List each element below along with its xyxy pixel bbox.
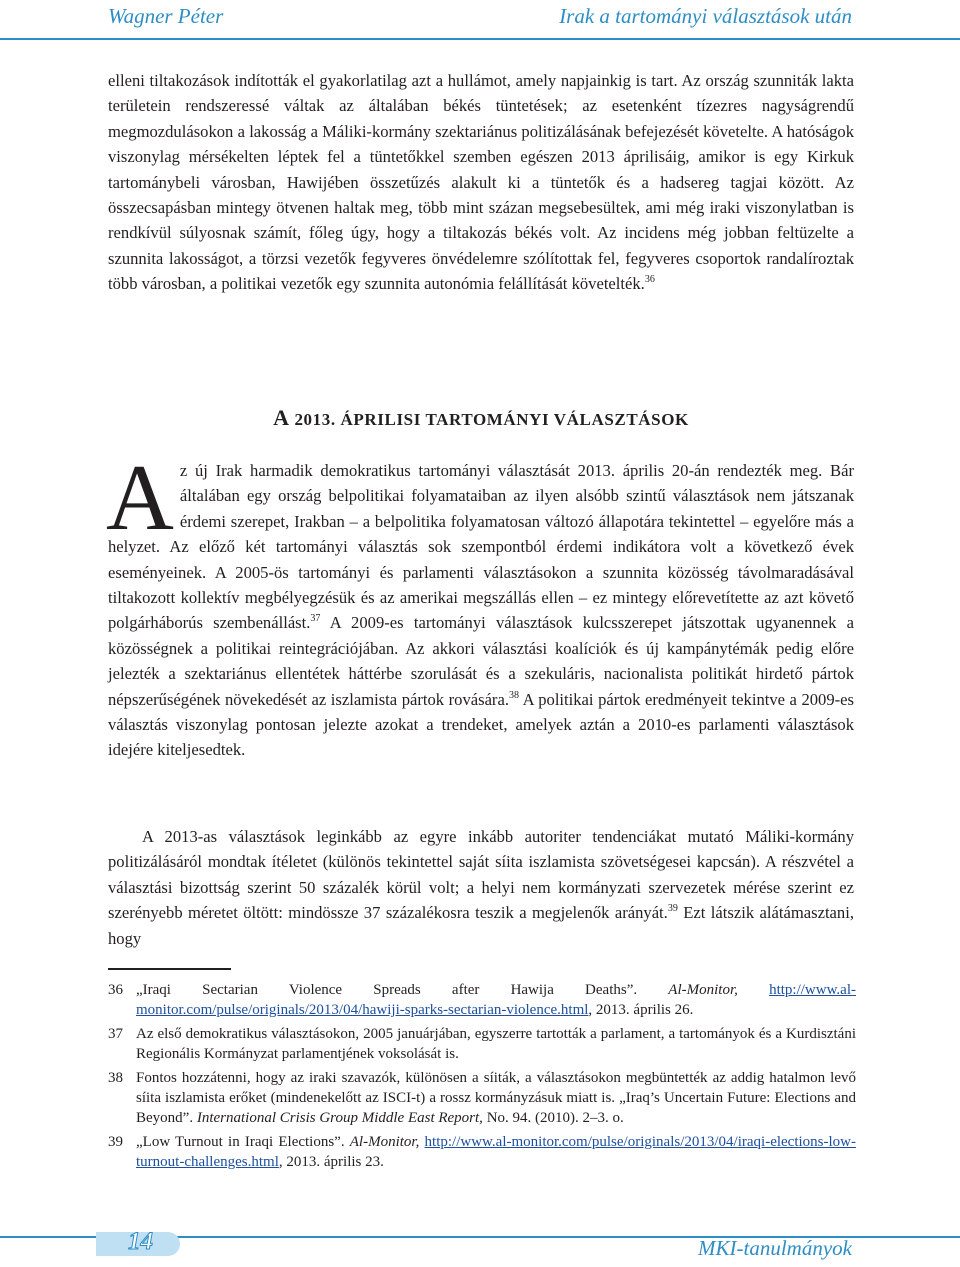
footnote-rule: [108, 968, 231, 970]
footnote-37: [108, 1024, 856, 1064]
footnotes: [108, 980, 856, 1176]
header-rule: [0, 38, 960, 40]
footnote-ref-37[interactable]: 37: [310, 613, 321, 625]
journal-name: MKI-tanulmányok: [698, 1236, 852, 1260]
page-number: 14: [128, 1228, 153, 1255]
footnote-text: „Low Turnout in Iraqi Elections”.: [136, 1134, 350, 1150]
footnote-source: Al-Monitor,: [668, 982, 738, 998]
section-heading-initial: A: [273, 405, 290, 430]
footnote-number: 36: [108, 982, 123, 998]
footnote-number: 37: [108, 1026, 123, 1042]
running-header: [0, 0, 960, 38]
footnote-link[interactable]: http://www.al-monitor.com/pulse/originals/2013/04/hawiji-sparks-sectarian-violence.html: [136, 982, 856, 1018]
paragraph-2-text-c: A politikai pártok eredményeit tekintve a 2009-es választás viszonylag pontosan jelezte azokat a trendeket, amelyek aztán a 2010-es parlamenti választások idejére kiteljesedtek.: [108, 689, 855, 760]
footnote-source: Al-Monitor,: [349, 1134, 420, 1150]
footnote-link[interactable]: http://www.al-monitor.com/pulse/originals/2013/04/iraqi-elections-low-turnout-challenges.html: [136, 1134, 857, 1170]
footnote-text: Az első demokratikus választásokon, 2005 januárjában, egyszerre tartották a parlament, a tartományok és a Kurdisztáni Regionális Kormányzat parlamentjének voksolását is.: [136, 1026, 856, 1062]
footnote-date: , 2013. április 26.: [588, 1002, 694, 1018]
paragraph-2-text-a: z új Irak harmadik demokratikus tartományi választását 2013. április 20-án rendezték meg. Bár általában egy ország belpolitikai folyamataiban az ilyen alsóbb szintű választások nem játszanak érdemi szerepet, Irakban – a belpolitika folyamatosan változó állapotára tekintettel – egyelőre más a helyzet. Az előző két tartományi választás sok szempontból érdemi indikátora volt a következő évek eseményeinek. A 2005-ös tartományi és parlamenti választásokon a szunnita közösség távolmaradásával tiltakozott kollektív megbélyegzésük és az amerikai megszállás ellen – ez mintegy előrevetítette az azt követő polgárháborús szembenállást.: [108, 461, 854, 633]
paragraph-2-text-b: A 2009-es tartományi választások kulcsszerepet játszottak ugyanennek a közösségnek a politikai reintegrációjában. Az akkori választási koalíciók és új kampánytémák pedig előre jelezték a szektariánus ellentétek háttérbe szorulását és a szekuláris, nacionalista politikát hirdető pártok népszerűségének növekedését az iszlamista pártok rovására.: [108, 613, 854, 709]
footnote-date: , 2013. április 23.: [278, 1154, 384, 1170]
paragraph-1-text: elleni tiltakozások indították el gyakorlatilag azt a hullámot, amely napjainkig is tart. Az ország szunniták lakta területein rendszeressé váltak az általában békés tüntetések; az esetenként tízezres nagyságrendű megmozdulásokon a lakosság a Máliki-kormány szektariánus politizálásának befejezését követelte. A hatóságok viszonylag mérsékelten léptek fel a tüntetőkkel szemben egészen 2013 áprilisáig, amikor is egy Kirkuk tartománybeli városban, Hawijében összetűzés alakult ki a tüntetők és a hadsereg tagjai között. Az összecsapásban mintegy ötvenen haltak meg, több mint százan megsebesültek, ami még iraki viszonylatban is rendkívül súlyosnak számít, főleg úgy, hogy a tiltakozás békés volt. Az incidens még jobban feltüzelte a szunnita lakosságot, a törzsi vezetők fegyveres önvédelemre szólítottak fel, fegyveres csoportok randalíroztak több városban, a politikai vezetők egy szunnita autonómia felállítását követelték.: [108, 71, 854, 294]
section-heading: [108, 405, 854, 431]
footnote-ref-36[interactable]: 36: [644, 274, 655, 286]
footnote-text: No. 94. (2010). 2–3. o.: [482, 1110, 624, 1126]
header-author: Wagner Péter: [108, 4, 224, 28]
paragraph-3: [108, 824, 854, 951]
paragraph-3-text-a: A 2013-as választások leginkább az egyre inkább autoriter tendenciákat mutató Máliki-kormány politizálásáról mondtak ítéletet (különös tekintettel saját síita iszlamista szövetségesei kapcsán). A részvétel a választási bizottság szerint 50 százalék körül volt; a helyi nem kormányzati szervezetek mérése szerint ez szerényebb méretet öltött: mindössze 37 százalékosra teszik a megjelenők arányát.: [108, 827, 854, 923]
footnote-number: 38: [108, 1070, 123, 1086]
footnote-text: „Iraqi Sectarian Violence Spreads after Hawija Deaths”.: [136, 982, 669, 998]
footnote-text: [738, 982, 769, 998]
footnote-39: [108, 1132, 856, 1172]
drop-cap: A: [106, 446, 174, 550]
footnote-text: Fontos hozzátenni, hogy az iraki szavazók, különösen a síiták, a választásokon megbüntették az addig hatalmon levő síita iszlamista erőket (mindenekelőtt az ISCI-t) a rossz kormányzásuk miatt is. „Iraq’s Uncertain Future: Elections and Beyond”.: [136, 1070, 856, 1126]
footnote-38: [108, 1068, 856, 1128]
header-title: Irak a tartományi választások után: [559, 4, 852, 28]
footnote-number: 39: [108, 1134, 123, 1150]
footnote-ref-39[interactable]: 39: [667, 903, 678, 915]
section-heading-text: 2013. ÁPRILISI TARTOMÁNYI VÁLASZTÁSOK: [289, 410, 689, 429]
paragraph-3-text-b: Ezt látszik alátámasztani, hogy: [108, 903, 854, 948]
footnote-source: International Crisis Group Middle East Report,: [196, 1110, 483, 1126]
paragraph-1: [108, 68, 854, 297]
footnote-ref-38[interactable]: 38: [508, 689, 519, 701]
paragraph-2: [106, 446, 855, 763]
footnote-36: [108, 980, 856, 1020]
